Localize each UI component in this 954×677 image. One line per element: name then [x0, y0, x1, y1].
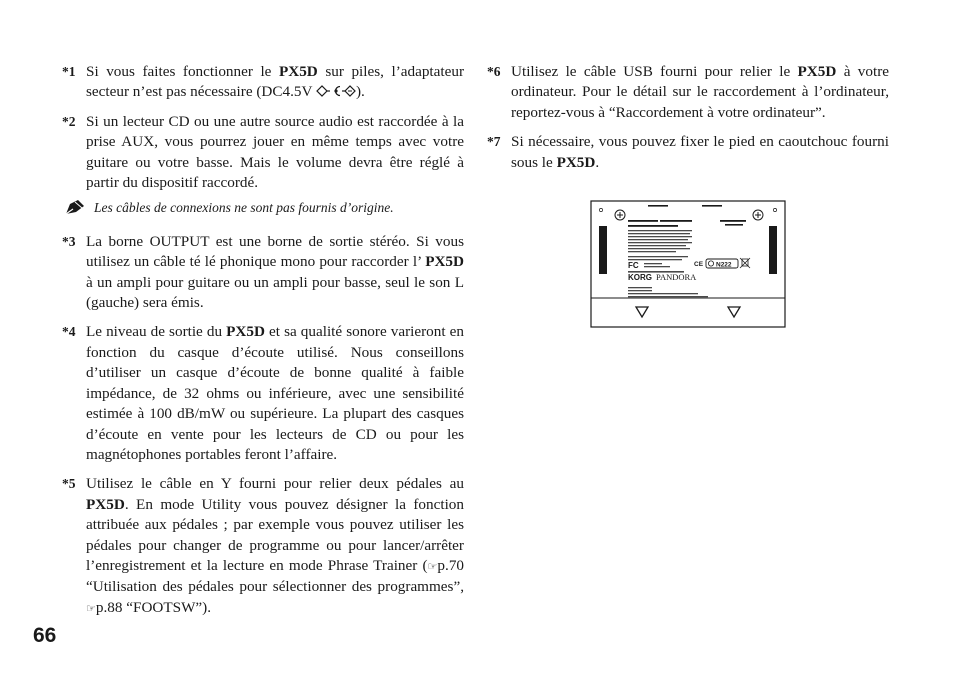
pencil-note-icon	[64, 198, 86, 216]
note-number: *3	[62, 233, 76, 249]
note-4: *4 Le niveau de sortie du PX5D et sa qualité sonore varieront en fonction du casque d’écoute utilisé. Nous conseillons d’utiliser un casque d’écoute de bonne qualité à faible impédance, de 32 ohms ou inférieure, avec une sensibilité estimée à 100 dB/mW ou supérieure. La plupart des casques d’écoute en vente pour les lecteurs de CD ou pour les magnétophones portables feront l’affaire.	[62, 323, 465, 463]
product-name: PX5D	[797, 63, 837, 80]
rubber-foot-slot	[769, 226, 777, 274]
product-name: PX5D	[556, 153, 596, 171]
note-3: *3 La borne OUTPUT est une borne de sortie stéréo. Si vous utilisez un câble té lé phonique mono pour raccorder l’ PX5D à un ampli pour guitare ou un ampli pour basse, seul le son L (gauche) sera émis.	[62, 232, 464, 312]
n222-mark: N222	[716, 261, 732, 269]
tip-note	[62, 198, 464, 218]
note-number: *5	[62, 476, 76, 492]
rubber-foot-slot	[599, 226, 607, 274]
tip-text: Les câbles de connexions ne sont pas fournis d’origine.	[94, 200, 394, 216]
product-name: PX5D	[226, 323, 265, 341]
page-ref-icon: ☞	[427, 560, 438, 573]
product-name: PX5D	[86, 495, 125, 513]
note-number: *7	[487, 134, 501, 150]
note-6: *6 Utilisez le câble USB fourni pour relier le PX5D à votre ordinateur. Pour le détail sur le raccordement à l’ordinateur, reportez-vous à “Raccordement à votre ordinateur”.	[487, 63, 889, 121]
note-number: *1	[62, 64, 76, 79]
ce-mark: CE	[694, 261, 704, 268]
product-name: PX5D	[425, 253, 464, 271]
device-bottom-illustration	[590, 200, 786, 328]
left-column	[62, 62, 464, 628]
note-2: *2 Si un lecteur CD ou une autre source audio est raccordée à la prise AUX, vous pourrez jouer en même temps avec votre guitare ou votre basse. Mais le volume devra être réglé à partir du dispositif raccordé.	[62, 112, 464, 192]
fc-mark: FC	[628, 261, 639, 270]
note-1: *1 Si vous faites fonctionner le PX5D sur piles, l’adaptateur secteur n’est pas nécessaire (DC4.5V ).	[62, 63, 464, 101]
right-column	[487, 62, 889, 182]
note-5: *5 Utilisez le câble en Y fourni pour relier deux pédales au PX5D. En mode Utility vous pouvez désigner la fonction attribuée aux pédales ; par exemple vous pouvez utiliser les pédales pour changer de programme ou pour lancer/arrêter l’enregistrement et la lecture en mode Phrase Trainer (☞p.70 “Utilisation des pédales pour sélectionner des programmes”, ☞p.88 “FOOTSW”).	[62, 475, 464, 616]
dc-polarity-icon	[316, 84, 356, 98]
page-number: 66	[33, 624, 57, 647]
product-name: PX5D	[278, 63, 318, 80]
page-ref-icon: ☞	[86, 602, 96, 615]
note-number: *4	[62, 324, 76, 340]
note-number: *2	[62, 113, 76, 129]
model-name: PANDORA	[656, 272, 697, 282]
note-number: *6	[487, 64, 501, 79]
note-7: *7 Si nécessaire, vous pouvez fixer le pied en caoutchouc fourni sous le PX5D.	[487, 133, 889, 171]
brand-logo: KORG	[628, 273, 652, 282]
